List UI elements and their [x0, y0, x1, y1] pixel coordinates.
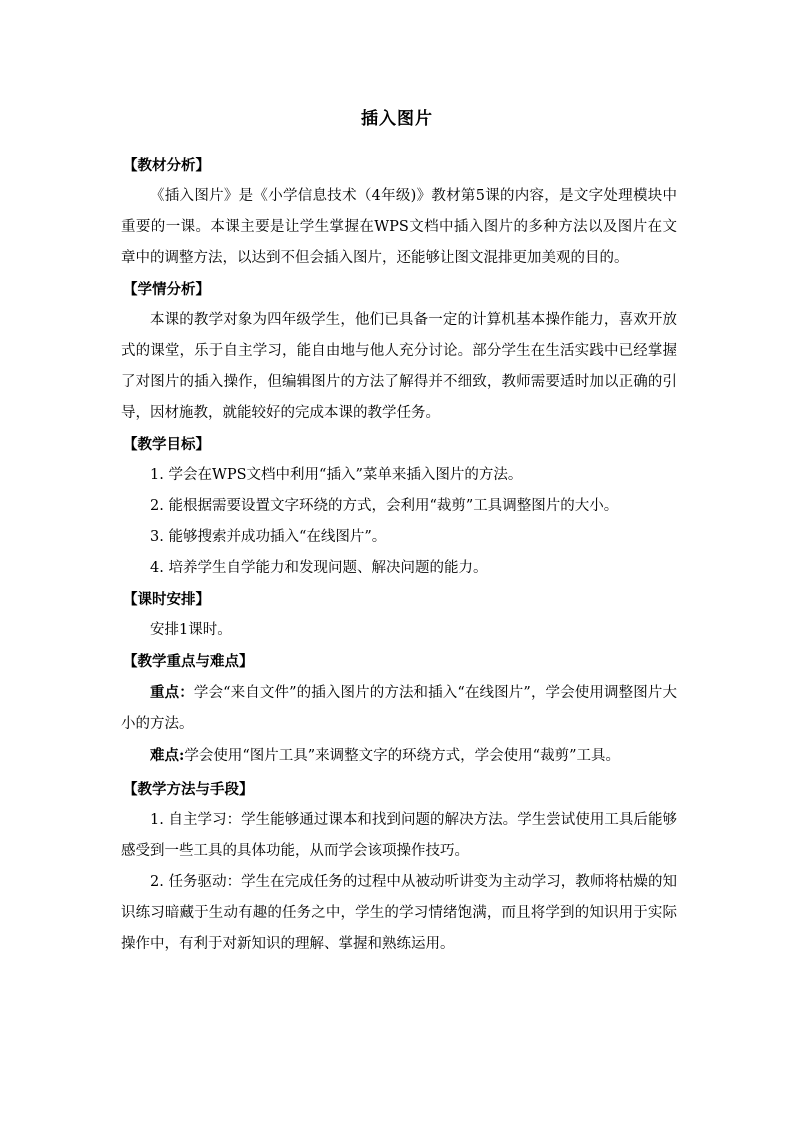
- goal-item: 1. 学会在WPS文档中利用“插入”菜单来插入图片的方法。: [150, 467, 523, 483]
- analysis-heading: 【教材分析】: [123, 157, 210, 174]
- methods-heading: 【教学方法与手段】: [123, 781, 254, 798]
- schedule-text: 安排1课时。: [150, 622, 232, 638]
- document-body: [121, 150, 677, 960]
- goal-item: 2. 能根据需要设置文字环绕的方式，会利用“裁剪”工具调整图片的大小。: [150, 498, 619, 514]
- goals-heading: 【教学目标】: [123, 436, 210, 453]
- focus-text: 学会“来自文件”的插入图片的方法和插入“在线图片”，学会使用调整图片大小的方法。: [121, 685, 677, 732]
- difficulty-paragraph: [121, 740, 677, 772]
- students-paragraph: 本课的教学对象为四年级学生，他们已具备一定的计算机基本操作能力，喜欢开放式的课堂，乐于自主学习，能自由地与他人充分讨论。部分学生在生活实践中已经掌握了对图片的插入操作，但编辑图片的方法了解得并不细致，教师需要适时加以正确的引导，因材施教，就能较好的完成本课的教学任务。: [121, 312, 677, 421]
- schedule-heading: 【课时安排】: [123, 591, 210, 608]
- analysis-paragraph: 《插入图片》是《小学信息技术（4年级)》教材第5课的内容，是文字处理模块中重要的一课。本课主要是让学生掌握在WPS文档中插入图片的多种方法以及图片在文章中的调整方法，以达到不但会插入图片，还能够让图文混排更加美观的目的。: [121, 188, 677, 266]
- page-title: 插入图片: [361, 109, 433, 129]
- difficulty-label: 难点:: [150, 747, 185, 764]
- focus-paragraph: [121, 677, 677, 740]
- goal-item: 3. 能够搜索并成功插入“在线图片”。: [150, 529, 387, 545]
- goal-item: 4. 培养学生自学能力和发现问题、解决问题的能力。: [150, 560, 488, 576]
- method-item: 1. 自主学习：学生能够通过课本和找到问题的解决方法。学生尝试使用工具后能够感受到一些工具的具体功能，从而学会该项操作技巧。: [121, 812, 677, 859]
- key-points-heading: 【教学重点与难点】: [123, 653, 254, 670]
- focus-label: 重点：: [150, 684, 194, 701]
- students-heading: 【学情分析】: [123, 281, 210, 298]
- method-item: 2. 任务驱动：学生在完成任务的过程中从被动听讲变为主动学习，教师将枯燥的知识练习暗藏于生动有趣的任务之中，学生的学习情绪饱满，而且将学到的知识用于实际操作中，有利于对新知识的理解、掌握和熟练运用。: [121, 874, 677, 952]
- difficulty-text: 学会使用“图片工具”来调整文字的环绕方式，学会使用“裁剪”工具。: [184, 748, 621, 764]
